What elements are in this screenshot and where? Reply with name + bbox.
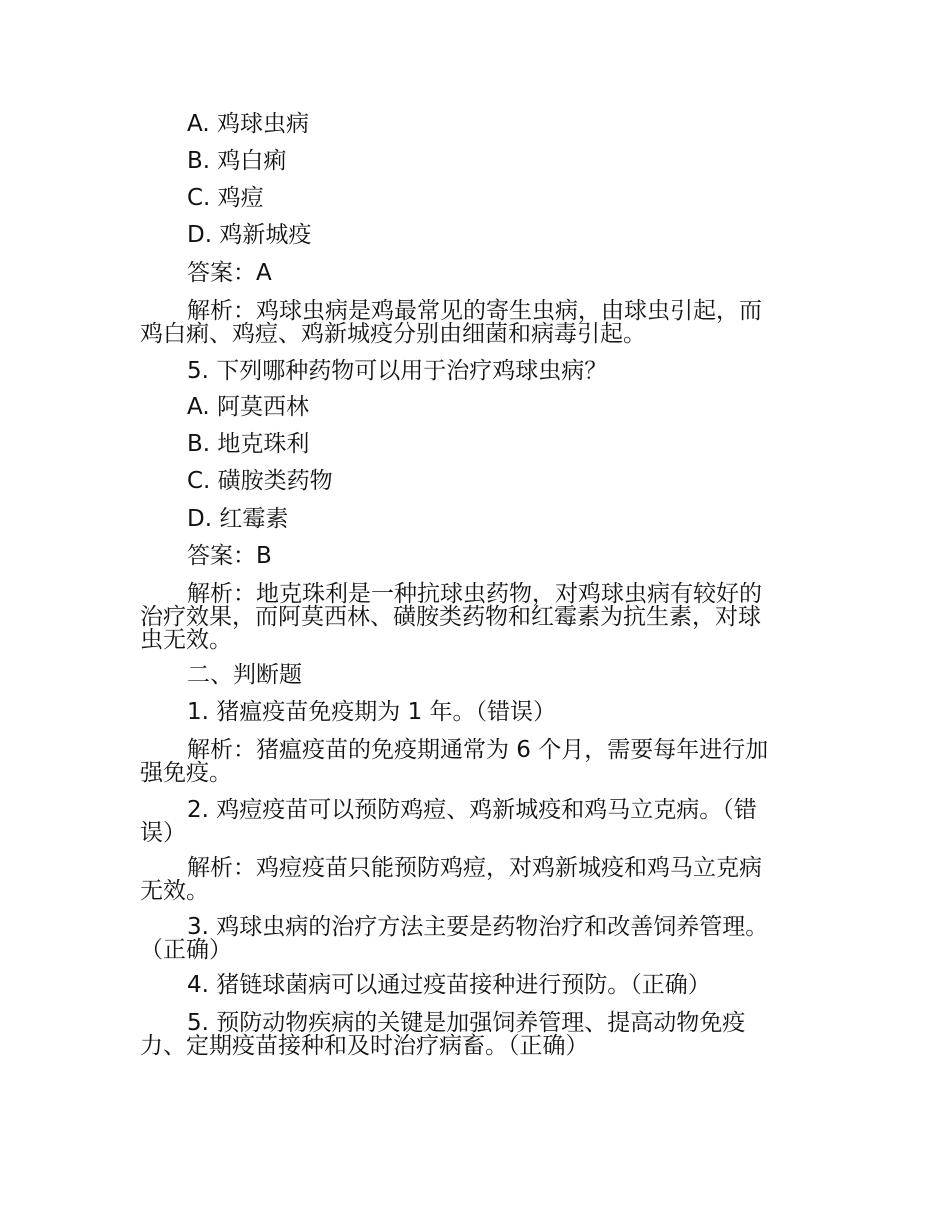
q5-option-a: A. 阿莫西林 <box>187 394 309 420</box>
q4-option-b: B. 鸡白痢 <box>187 148 287 174</box>
section-title: 二、判断题 <box>187 662 302 688</box>
q4-option-c: C. 鸡痘 <box>187 185 264 211</box>
tf2-analysis-line-2: 无效。 <box>140 878 209 904</box>
q4-option-a: A. 鸡球虫病 <box>187 111 309 137</box>
q5-question: 5. 下列哪种药物可以用于治疗鸡球虫病？ <box>187 358 608 384</box>
q5-analysis-line-1: 解析：地克珠利是一种抗球虫药物，对鸡球虫病有较好的 <box>187 581 762 607</box>
tf1-statement: 1. 猪瘟疫苗免疫期为 1 年。（错误） <box>187 699 557 725</box>
q5-option-b: B. 地克珠利 <box>187 431 310 457</box>
tf5-statement-line-2: 力、定期疫苗接种和及时治疗病畜。（正确） <box>140 1033 589 1059</box>
q4-option-d: D. 鸡新城疫 <box>187 222 312 248</box>
q5-option-c: C. 磺胺类药物 <box>187 468 333 494</box>
q5-analysis-line-2: 治疗效果，而阿莫西林、磺胺类药物和红霉素为抗生素，对球 <box>140 604 761 630</box>
tf3-statement-line-2: （正确） <box>140 937 232 963</box>
tf3-statement-line-1: 3. 鸡球虫病的治疗方法主要是药物治疗和改善饲养管理。 <box>187 914 769 940</box>
tf2-statement-line-2: 误） <box>140 820 186 846</box>
q4-answer: 答案：A <box>187 260 272 286</box>
tf1-analysis-line-2: 强免疫。 <box>140 760 232 786</box>
tf1-analysis-line-1: 解析：猪瘟疫苗的免疫期通常为 6 个月，需要每年进行加 <box>187 737 769 763</box>
q4-analysis-line-1: 解析：鸡球虫病是鸡最常见的寄生虫病，由球虫引起，而 <box>187 298 762 324</box>
tf4-statement: 4. 猪链球菌病可以通过疫苗接种进行预防。（正确） <box>187 972 711 998</box>
tf5-statement-line-1: 5. 预防动物疾病的关键是加强饲养管理、提高动物免疫 <box>187 1010 746 1036</box>
q4-analysis-line-2: 鸡白痢、鸡痘、鸡新城疫分别由细菌和病毒引起。 <box>140 321 646 347</box>
tf2-statement-line-1: 2. 鸡痘疫苗可以预防鸡痘、鸡新城疫和鸡马立克病。（错 <box>187 797 757 823</box>
q5-option-d: D. 红霉素 <box>187 506 289 532</box>
q5-answer: 答案：B <box>187 543 272 569</box>
q5-analysis-line-3: 虫无效。 <box>140 627 232 653</box>
tf2-analysis-line-1: 解析：鸡痘疫苗只能预防鸡痘，对鸡新城疫和鸡马立克病 <box>187 855 762 881</box>
